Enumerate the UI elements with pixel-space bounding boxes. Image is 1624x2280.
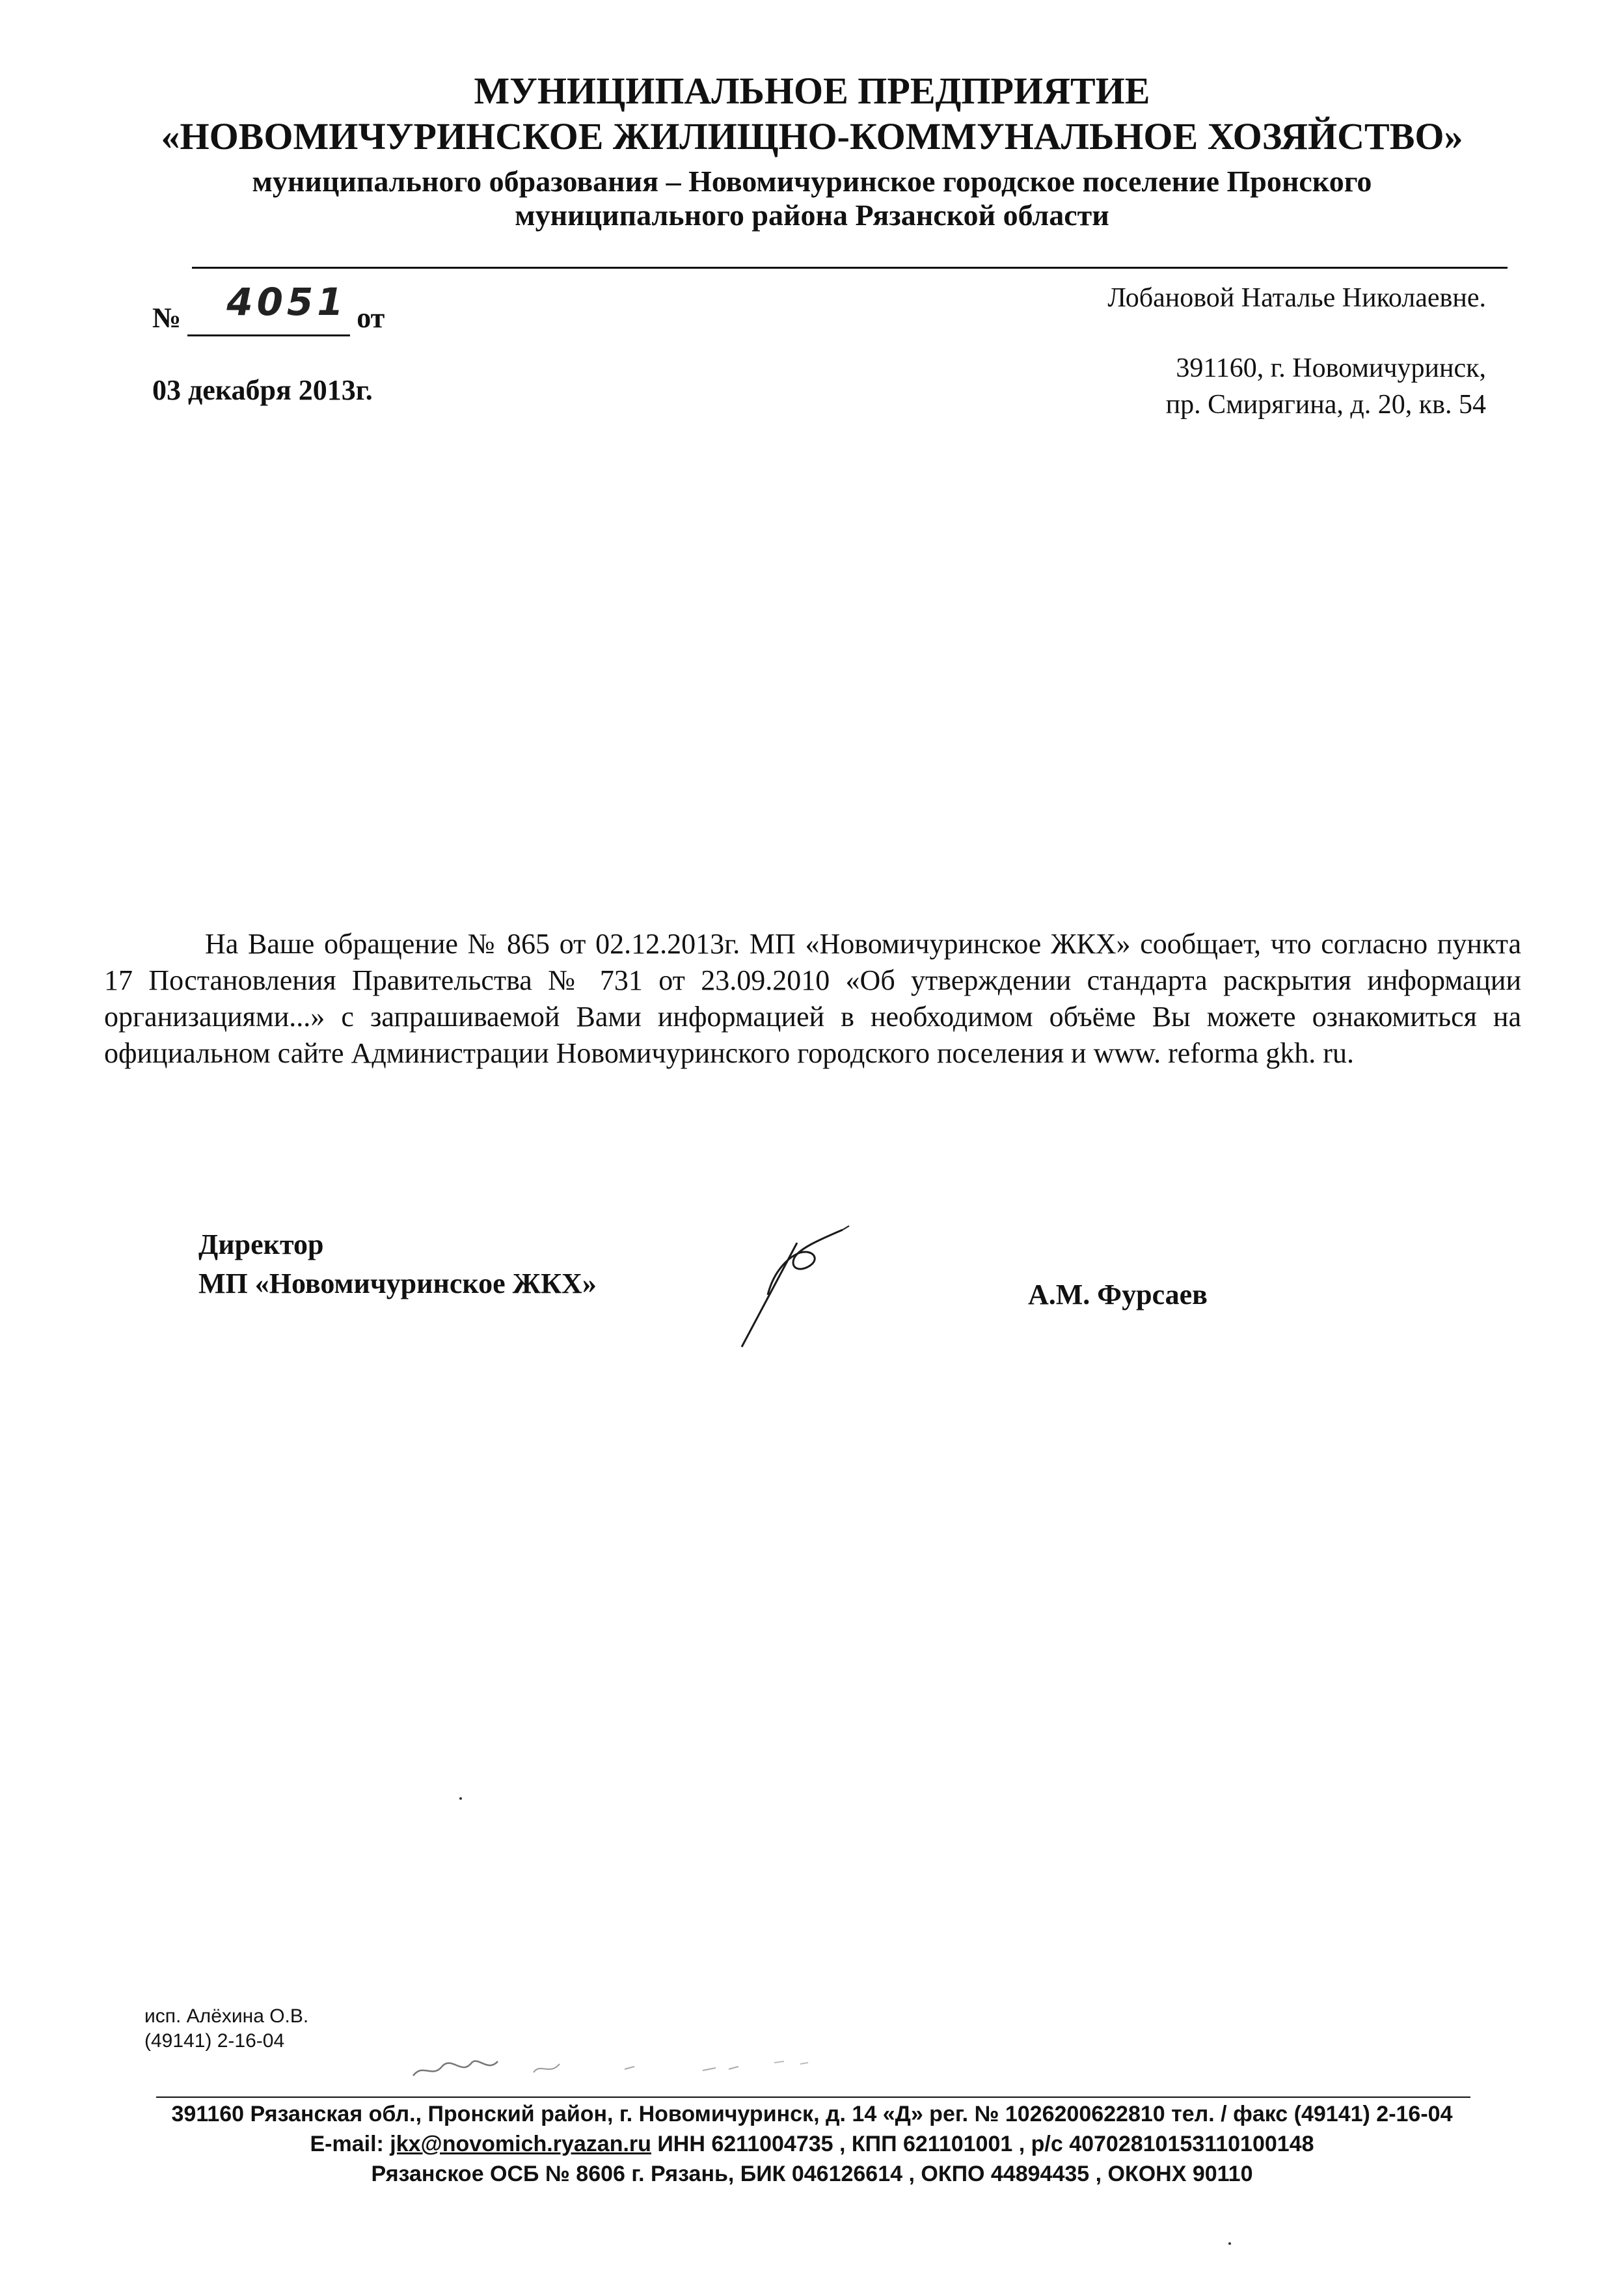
letter-date: 03 декабря 2013г.	[152, 374, 373, 406]
footer-email-link[interactable]: jkx@novomich.ryazan.ru	[390, 2132, 651, 2156]
recipient-name: Лобановой Наталье Николаевне.	[1107, 283, 1486, 313]
org-name-heading: «НОВОМИЧУРИНСКОЕ ЖИЛИЩНО-КОММУНАЛЬНОЕ ХОЗЯЙСТВО»	[161, 115, 1463, 157]
footer-tax-ids: ИНН 6211004735 , КПП 621101001 , р/с 40702810153110100148	[657, 2132, 1314, 2156]
outgoing-number-row	[152, 280, 385, 336]
from-label: от	[357, 302, 385, 334]
footer-address-line: 391160 Рязанская обл., Пронский район, г. Новомичуринск, д. 14 «Д» рег. № 1026200622810 тел. / факс (49141) 2-16-04	[171, 2102, 1453, 2126]
recipient-address-line1: 391160, г. Новомичуринск,	[1176, 353, 1486, 383]
footer-divider	[156, 2097, 1470, 2098]
letter-body-paragraph: На Ваше обращение № 865 от 02.12.2013г. МП «Новомичуринское ЖКХ» сообщает, что согласно пункта 17 Постановления Правительства № 731 от 23.09.2010 «Об утверждении стандарта раскрытия информации организациями...» с запрашиваемой Вами информацией в необходимом объёме Вы можете ознакомиться на официальном сайте Администрации Новомичуринского городского поселения и www. reforma gkh. ru.	[104, 928, 1521, 1069]
faint-stamp-scribble	[410, 2043, 833, 2089]
scan-speck	[459, 1797, 462, 1800]
footer-bank-line: Рязанское ОСБ № 8606 г. Рязань, БИК 046126614 , ОКПО 44894435 , ОКОНХ 90110	[371, 2162, 1253, 2186]
signer-organization: МП «Новомичуринское ЖКХ»	[198, 1268, 597, 1299]
signer-name: А.М. Фурсаев	[1028, 1279, 1208, 1310]
handwritten-signature	[729, 1223, 865, 1353]
recipient-address-line2: пр. Смирягина, д. 20, кв. 54	[1165, 390, 1486, 420]
footer-email-label: E-mail:	[310, 2132, 384, 2156]
org-municipality-line1: муниципального образования – Новомичуринское городское поселение Пронского	[252, 165, 1372, 198]
signer-title: Директор	[198, 1228, 324, 1260]
footer-contacts-line	[0, 2129, 1624, 2159]
letter-body	[104, 926, 1521, 1072]
executor-name: исп. Алёхина О.В.	[144, 2005, 309, 2027]
header-divider	[192, 267, 1508, 269]
number-field	[187, 280, 350, 336]
number-sign: №	[152, 302, 182, 334]
org-municipality-line2: муниципального района Рязанской области	[515, 198, 1109, 232]
org-type-heading: МУНИЦИПАЛЬНОЕ ПРЕДПРИЯТИЕ	[474, 70, 1150, 112]
executor-phone: (49141) 2-16-04	[144, 2030, 285, 2052]
scan-speck	[1228, 2242, 1231, 2245]
handwritten-number: 4051	[226, 280, 347, 324]
